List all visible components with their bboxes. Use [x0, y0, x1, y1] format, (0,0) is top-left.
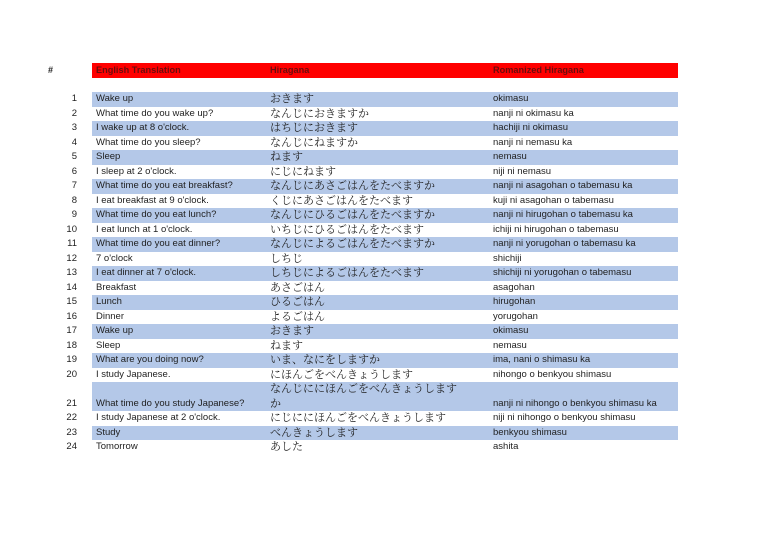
romanized-cell: shichiji ni yorugohan o tabemasu [493, 267, 632, 278]
table-row [46, 353, 678, 368]
row-number: 16 [66, 310, 77, 322]
hiragana-cell: くじにあさごはんをたべます [270, 193, 413, 207]
english-cell: Tomorrow [96, 441, 138, 452]
hiragana-cell: あした [270, 440, 303, 453]
row-cells [92, 237, 678, 252]
row-cells [92, 107, 678, 122]
english-cell: What time do you eat breakfast? [96, 180, 233, 191]
english-cell: I eat dinner at 7 o'clock. [96, 267, 197, 278]
row-number: 17 [66, 325, 77, 336]
row-number: 14 [66, 281, 77, 293]
romanized-cell: kuji ni asagohan o tabemasu [493, 194, 614, 206]
english-cell: I eat breakfast at 9 o'clock. [96, 194, 209, 206]
romanized-cell: ichiji ni hirugohan o tabemasu [493, 223, 619, 235]
romanized-cell: nihongo o benkyou shimasu [493, 368, 612, 380]
row-number: 24 [66, 441, 77, 452]
row-cells [92, 339, 678, 354]
hiragana-cell: おきます [270, 324, 314, 337]
table-row [46, 440, 678, 455]
table-row [46, 368, 678, 383]
row-cells [92, 121, 678, 136]
hiragana-cell: しちじによるごはんをたべます [270, 266, 424, 279]
hiragana-cell: にじににほんごをべんきょうします [270, 411, 446, 424]
row-number: 15 [66, 296, 77, 307]
table-row [46, 194, 678, 209]
romanized-cell: nanji ni okimasu ka [493, 107, 574, 119]
hiragana-cell: なんじにねますか [270, 135, 358, 149]
hiragana-cell: にほんごをべんきょうします [270, 367, 413, 381]
row-number: 12 [66, 252, 77, 264]
vocabulary-table [46, 63, 678, 455]
table-row [46, 281, 678, 296]
row-cells [92, 368, 678, 383]
hiragana-cell: しちじ [270, 251, 303, 265]
row-cells [92, 92, 678, 107]
row-number: 8 [71, 194, 77, 206]
hiragana-cell: ねます [270, 338, 303, 352]
table-row [46, 136, 678, 151]
row-cells [92, 310, 678, 325]
table-row [46, 150, 678, 165]
english-cell: I eat lunch at 1 o'clock. [96, 223, 193, 235]
hiragana-cell: なんじにひるごはんをたべますか [270, 208, 435, 221]
english-cell: 7 o'clock [96, 252, 133, 264]
table-row [46, 208, 678, 223]
hiragana-cell: あさごはん [270, 280, 325, 294]
english-cell: What time do you eat dinner? [96, 238, 221, 249]
hiragana-cell: ねます [270, 150, 303, 163]
romanized-cell: nanji ni asagohan o tabemasu ka [493, 180, 633, 191]
row-cells [92, 194, 678, 209]
romanized-cell: shichiji [493, 252, 522, 264]
header-romanized: Romanized Hiragana [493, 65, 584, 75]
romanized-cell: yorugohan [493, 310, 538, 322]
english-cell: I sleep at 2 o'clock. [96, 165, 177, 177]
english-cell: Sleep [96, 151, 121, 162]
english-cell: Study [96, 426, 121, 438]
row-number: 1 [71, 93, 77, 104]
table-row [46, 339, 678, 354]
table-row [46, 252, 678, 267]
english-cell: I study Japanese. [96, 368, 171, 380]
romanized-cell: okimasu [493, 325, 529, 336]
english-cell: I study Japanese at 2 o'clock. [96, 412, 221, 423]
row-number: 7 [71, 180, 77, 191]
romanized-cell: benkyou shimasu [493, 426, 567, 438]
english-cell: What time do you study Japanese? [96, 397, 245, 409]
english-cell: What are you doing now? [96, 354, 204, 365]
table-row [46, 165, 678, 180]
row-cells [92, 353, 678, 368]
table-row [46, 237, 678, 252]
hiragana-cell: いちじにひるごはんをたべます [270, 222, 424, 236]
row-number: 9 [71, 209, 77, 220]
row-number: 18 [66, 339, 77, 351]
table-row [46, 179, 678, 194]
row-cells [92, 150, 678, 165]
hiragana-cell: いま、なにをしますか [270, 353, 380, 366]
header-hiragana: Hiragana [270, 65, 310, 75]
english-cell: What time do you wake up? [96, 107, 214, 119]
table-row [46, 426, 678, 441]
romanized-cell: niji ni nihongo o benkyou shimasu [493, 412, 636, 423]
header-english: English Translation [96, 65, 181, 75]
row-cells [92, 266, 678, 281]
row-cells [92, 411, 678, 426]
table-row [46, 121, 678, 136]
hiragana-cell: ひるごはん [270, 295, 325, 308]
english-cell: Wake up [96, 325, 134, 336]
english-cell: Sleep [96, 339, 121, 351]
row-number: 3 [71, 122, 77, 133]
hiragana-cell: よるごはん [270, 309, 325, 323]
english-cell: Wake up [96, 93, 134, 104]
row-number: 6 [71, 165, 77, 177]
row-number: 21 [66, 397, 77, 409]
romanized-cell: ashita [493, 441, 519, 452]
romanized-cell: nanji ni yorugohan o tabemasu ka [493, 238, 636, 249]
row-cells [92, 426, 678, 441]
row-number: 23 [66, 426, 77, 438]
romanized-cell: nemasu [493, 151, 527, 162]
row-cells [92, 281, 678, 296]
hiragana-cell: なんじににほんごをべんきょうしますか [270, 382, 457, 410]
row-cells [92, 223, 678, 238]
row-cells [92, 179, 678, 194]
table-row [46, 266, 678, 281]
row-cells [92, 382, 678, 411]
row-number: 19 [66, 354, 77, 365]
romanized-cell: nemasu [493, 339, 527, 351]
romanized-cell: hachiji ni okimasu [493, 122, 568, 133]
row-cells [92, 440, 678, 455]
header-number: # [48, 65, 54, 75]
table-row [46, 223, 678, 238]
english-cell: What time do you eat lunch? [96, 209, 217, 220]
row-cells [92, 136, 678, 151]
table-row [46, 92, 678, 107]
row-number: 4 [71, 136, 77, 148]
romanized-cell: okimasu [493, 93, 529, 104]
row-number: 11 [67, 238, 77, 249]
row-number: 2 [71, 107, 77, 119]
hiragana-cell: おきます [270, 92, 314, 105]
table-row [46, 107, 678, 122]
row-number: 20 [66, 368, 77, 380]
table-row [46, 382, 678, 411]
row-cells [92, 165, 678, 180]
row-cells [92, 295, 678, 310]
romanized-cell: asagohan [493, 281, 535, 293]
english-cell: Breakfast [96, 281, 137, 293]
romanized-cell: hirugohan [493, 296, 536, 307]
english-cell: Lunch [96, 296, 122, 307]
romanized-cell: nanji ni hirugohan o tabemasu ka [493, 209, 633, 220]
table-row [46, 411, 678, 426]
row-number: 5 [71, 151, 77, 162]
header-row [46, 63, 678, 78]
row-number: 10 [66, 223, 77, 235]
hiragana-cell: なんじによるごはんをたべますか [270, 237, 435, 250]
row-number: 22 [66, 412, 77, 423]
english-cell: I wake up at 8 o'clock. [96, 122, 190, 133]
table-row [46, 295, 678, 310]
romanized-cell: nanji ni nihongo o benkyou shimasu ka [493, 397, 657, 409]
romanized-cell: niji ni nemasu [493, 165, 552, 177]
romanized-cell: nanji ni nemasu ka [493, 136, 573, 148]
english-cell: Dinner [96, 310, 124, 322]
row-number: 13 [66, 267, 77, 278]
table-row [46, 310, 678, 325]
empty-row [46, 78, 678, 93]
header-cells [92, 63, 678, 78]
table-row [46, 324, 678, 339]
row-cells [92, 324, 678, 339]
hiragana-cell: なんじにおきますか [270, 106, 369, 120]
hiragana-cell: にじにねます [270, 164, 336, 178]
hiragana-cell: べんきょうします [270, 425, 358, 439]
romanized-cell: ima, nani o shimasu ka [493, 354, 591, 365]
hiragana-cell: はちじにおきます [270, 121, 358, 134]
hiragana-cell: なんじにあさごはんをたべますか [270, 179, 435, 192]
row-cells [92, 252, 678, 267]
row-cells [92, 208, 678, 223]
english-cell: What time do you sleep? [96, 136, 201, 148]
